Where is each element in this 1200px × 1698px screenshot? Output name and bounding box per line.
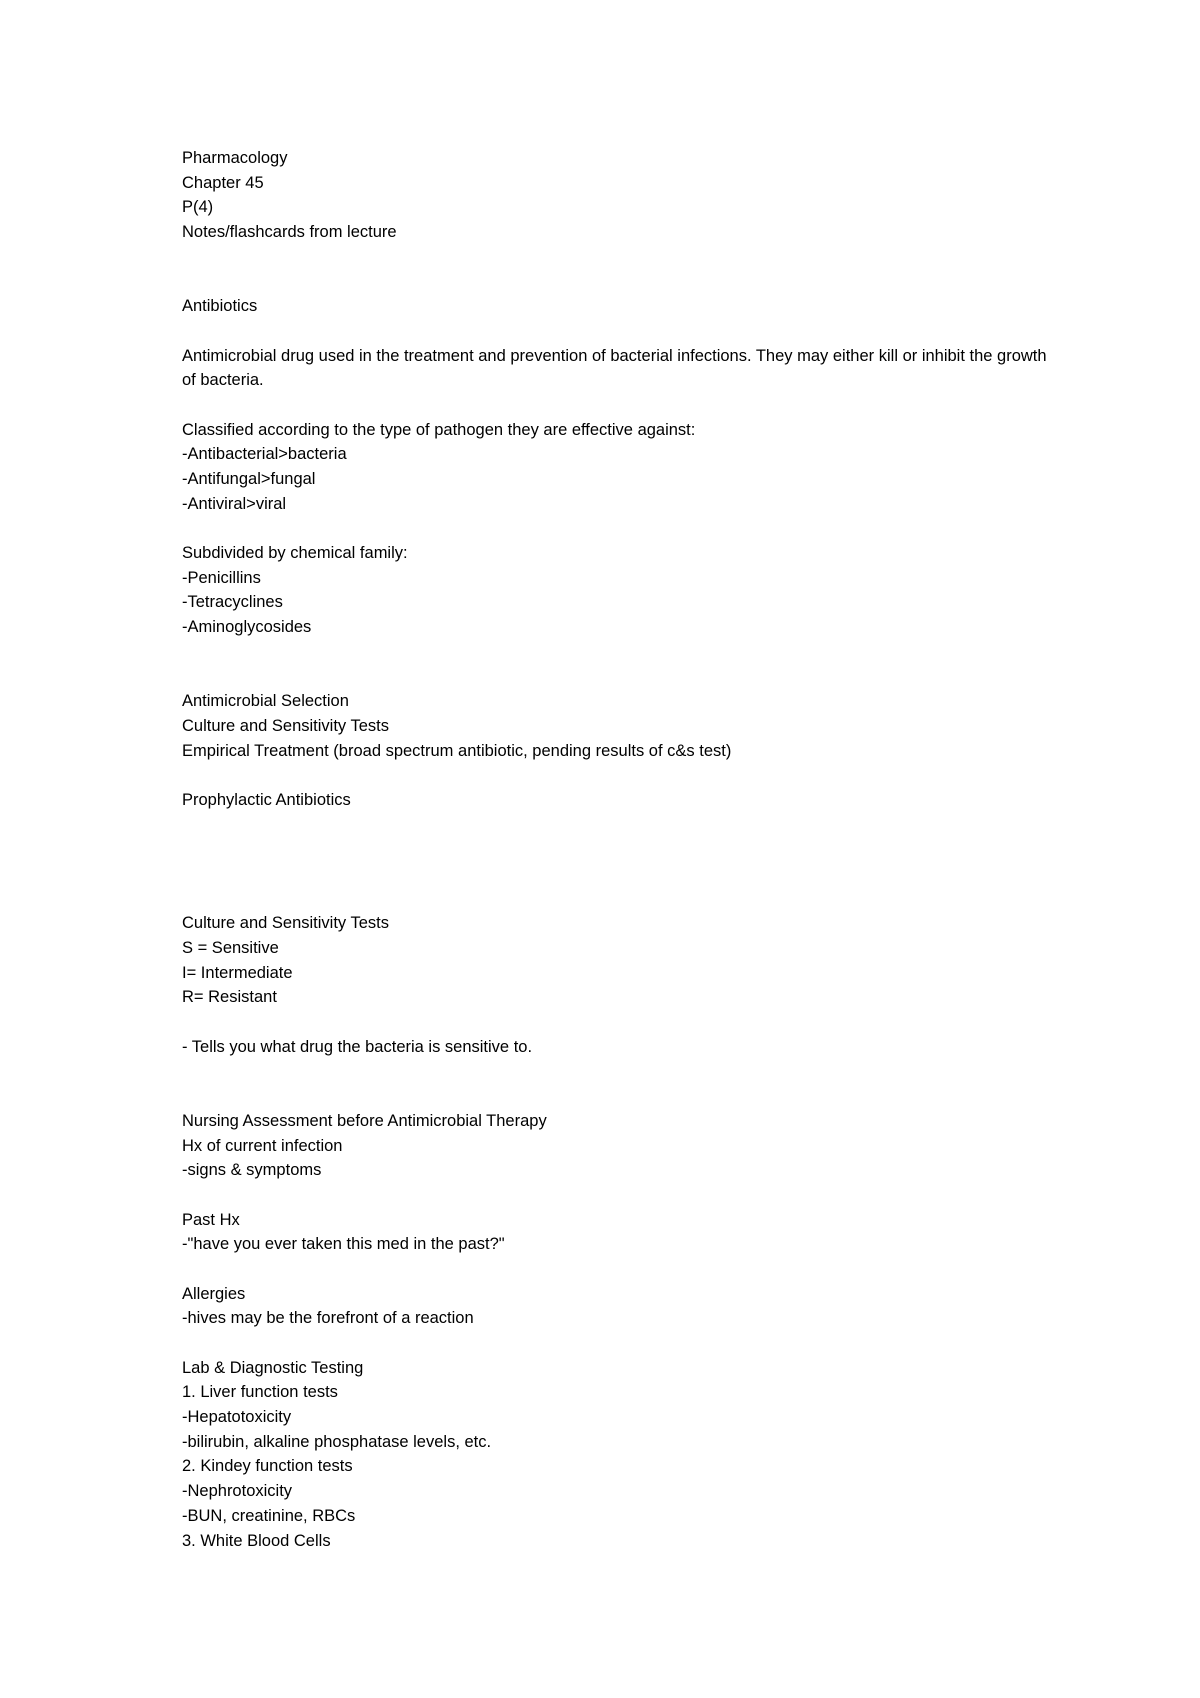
past-hx-heading: Past Hx [182,1210,240,1229]
subject-title: Pharmacology [182,149,288,167]
allergies-heading: Allergies [182,1284,246,1303]
list-item: S = Sensitive [182,939,279,958]
list-item: -Antifungal>fungal [182,469,316,488]
selection-heading: Antimicrobial Selection [182,692,349,711]
list-item: -Penicillins [182,568,261,587]
culture-heading: Culture and Sensitivity Tests [182,914,389,933]
page-label: P(4) [182,198,214,217]
list-item: I= Intermediate [182,963,293,982]
document-body [182,146,1062,1553]
assessment-heading: Nursing Assessment before Antimicrobial Therapy [182,1111,547,1130]
list-item: -Tetracyclines [182,593,283,612]
subdivided-heading: Subdivided by chemical family: [182,544,408,563]
chapter-label: Chapter 45 [182,173,264,192]
list-item: -Antibacterial>bacteria [182,445,347,464]
list-item: -Hepatotoxicity [182,1408,292,1427]
list-item: -"have you ever taken this med in the past?" [182,1235,505,1254]
antibiotics-heading: Antibiotics [182,297,258,316]
list-item: -signs & symptoms [182,1161,322,1180]
list-item: Culture and Sensitivity Tests [182,716,389,735]
list-item: -Antiviral>viral [182,494,287,513]
current-infection-heading: Hx of current infection [182,1136,343,1155]
list-item: R= Resistant [182,988,277,1007]
classified-heading: Classified according to the type of pathogen they are effective against: [182,420,696,439]
list-item: 3. White Blood Cells [182,1531,331,1550]
list-item: 2. Kindey function tests [182,1457,353,1476]
list-item: 1. Liver function tests [182,1383,338,1402]
lab-heading: Lab & Diagnostic Testing [182,1358,364,1377]
list-item: -hives may be the forefront of a reaction [182,1309,474,1328]
list-item: -bilirubin, alkaline phosphatase levels, etc. [182,1432,492,1451]
list-item: -Aminoglycosides [182,618,312,637]
culture-note: - Tells you what drug the bacteria is sensitive to. [182,1037,533,1056]
list-item: -Nephrotoxicity [182,1482,293,1501]
list-item: -BUN, creatinine, RBCs [182,1506,356,1525]
list-item: Empirical Treatment (broad spectrum antibiotic, pending results of c&s test) [182,741,732,760]
notes-label: Notes/flashcards from lecture [182,223,397,242]
antibiotics-definition: Antimicrobial drug used in the treatment and prevention of bacterial infections. They may either kill or inhibit the growth of bacteria. [182,346,1047,390]
prophylactic-heading: Prophylactic Antibiotics [182,790,351,809]
